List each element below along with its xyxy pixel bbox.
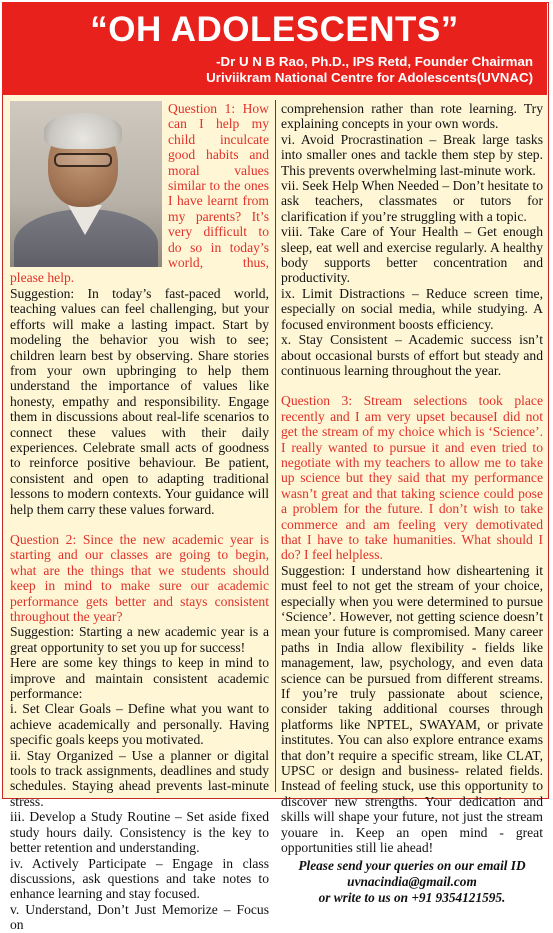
contact-footer xyxy=(281,858,543,906)
byline xyxy=(206,54,533,86)
tip-7: vii. Seek Help When Needed – Don’t hesitate to ask teachers, classmates or tutors for clarification if you’re struggling with a topic. xyxy=(281,178,543,224)
tip-6: vi. Avoid Procrastination – Break large tasks into smaller ones and tackle them step by step. This prevents overwhelming last-minute work. xyxy=(281,131,543,178)
tip-4: iv. Actively Participate – Engage in class discussions, ask questions and take notes to enhance learning and stay focused. xyxy=(10,855,269,902)
tip-10: x. Stay Consistent – Academic success isn’t about occasional bursts of effort but steady and continuous learning throughout the year. xyxy=(281,332,543,378)
answer-1: Suggestion: In today’s fast-paced world, teaching values can feel challenging, but your efforts will make a lasting impact. Start by modeling the behavior you wish to see; children learn best by observing. Share stories from your own upbringing to help them understand the importance of values like honesty, empathy and responsibility. Engage them in discussions about real-life scenarios to connect these values with their daily experiences. Celebrate small acts of goodness to reinforce positive behaviour. Be patient, consistent and open to adapting traditional lessons to modern contexts. Your guidance will help them carry these values forward. xyxy=(10,285,269,517)
tip-5: v. Understand, Don’t Just Memorize – Focus on xyxy=(10,901,269,933)
left-column xyxy=(10,101,269,933)
article-header xyxy=(2,2,547,95)
tip-3: iii. Develop a Study Routine – Set aside fixed study hours daily. Consistency is the key to better retention and understanding. xyxy=(10,809,269,856)
right-column xyxy=(281,101,543,906)
answer-2-intro: Suggestion: Starting a new academic year is a great opportunity to set you up for success! xyxy=(10,624,269,655)
question-1: Question 1: How can I help my child inculcate good habits and moral values similar to the ones I have learnt from my parents? It’s very difficult to do so in today’s world, thus, please help. xyxy=(10,101,269,286)
column-divider xyxy=(275,100,276,792)
tip-8: viii. Take Care of Your Health – Get enough sleep, eat well and exercise regularly. A healthy body supports better concentration and productivity. xyxy=(281,224,543,286)
organization-line: Uriviikram National Centre for Adolescents(UVNAC) xyxy=(206,70,533,85)
answer-3: Suggestion: I understand how disheartening it must feel to not get the stream of your choice, especially when you were determined to pursue ‘Science’. However, not getting science doesn’t mean your future is compromised. Many career paths in India allow flexibility - fields like management, law, psychology, and even data science can be pursued from different streams. If you’re truly passionate about science, consider taking additional courses through platforms like NPTEL, SWAYAM, or private institutes. You can also explore entrance exams that don’t require a specific stream, like CLAT, UPSC or design and business- related fields. Instead of feeling stuck, use this opportunity to discover new strengths. Your dedication and skills will shape your future, not just the stream youare in. Keep an open mind - great opportunities still lie ahead! xyxy=(281,562,543,856)
tip-1: i. Set Clear Goals – Define what you want to achieve academically and personally. Having specific goals keeps you motivated. xyxy=(10,701,269,748)
contact-phone: or write to us on +91 9354121595. xyxy=(318,889,506,905)
tip-9: ix. Limit Distractions – Reduce screen time, especially on social media, while studying. A focused environment boosts efficiency. xyxy=(281,285,543,332)
author-line: -Dr U N B Rao, Ph.D., IPS Retd, Founder Chairman xyxy=(216,54,533,69)
column-title: “OH ADOLESCENTS” xyxy=(90,10,459,49)
contact-email[interactable]: uvnacindia@gmail.com xyxy=(347,873,477,889)
tip-2: ii. Stay Organized – Use a planner or digital tools to track assignments, deadlines and study schedules. Staying ahead prevents last-minute stress. xyxy=(10,747,269,809)
author-photo xyxy=(10,101,162,267)
question-3: Question 3: Stream selections took place recently and I am very upset becauseI did not get the stream of my choice which is ‘Science’. I really wanted to pursue it and even tried to negotiate with my teachers to allow me to take up science but they said that my performance wasn’t great and that taking science could pose a problem for the future. I don’t wish to take commerce and am feeling very demotivated that I have to take humanities. What should I do? I feel helpless. xyxy=(281,393,543,563)
footer-line-1: Please send your queries on our email ID xyxy=(298,857,526,873)
tip-5-cont: comprehension rather than rote learning. Try explaining concepts in your own words. xyxy=(281,101,543,132)
answer-2-intro-2: Here are some key things to keep in mind to improve and maintain consistent academic performance: xyxy=(10,655,269,702)
question-2: Question 2: Since the new academic year is starting and our classes are going to begin, what are the things that we students should keep in mind to make sure our academic performance gets better and stays consistent throughout the year? xyxy=(10,531,269,624)
